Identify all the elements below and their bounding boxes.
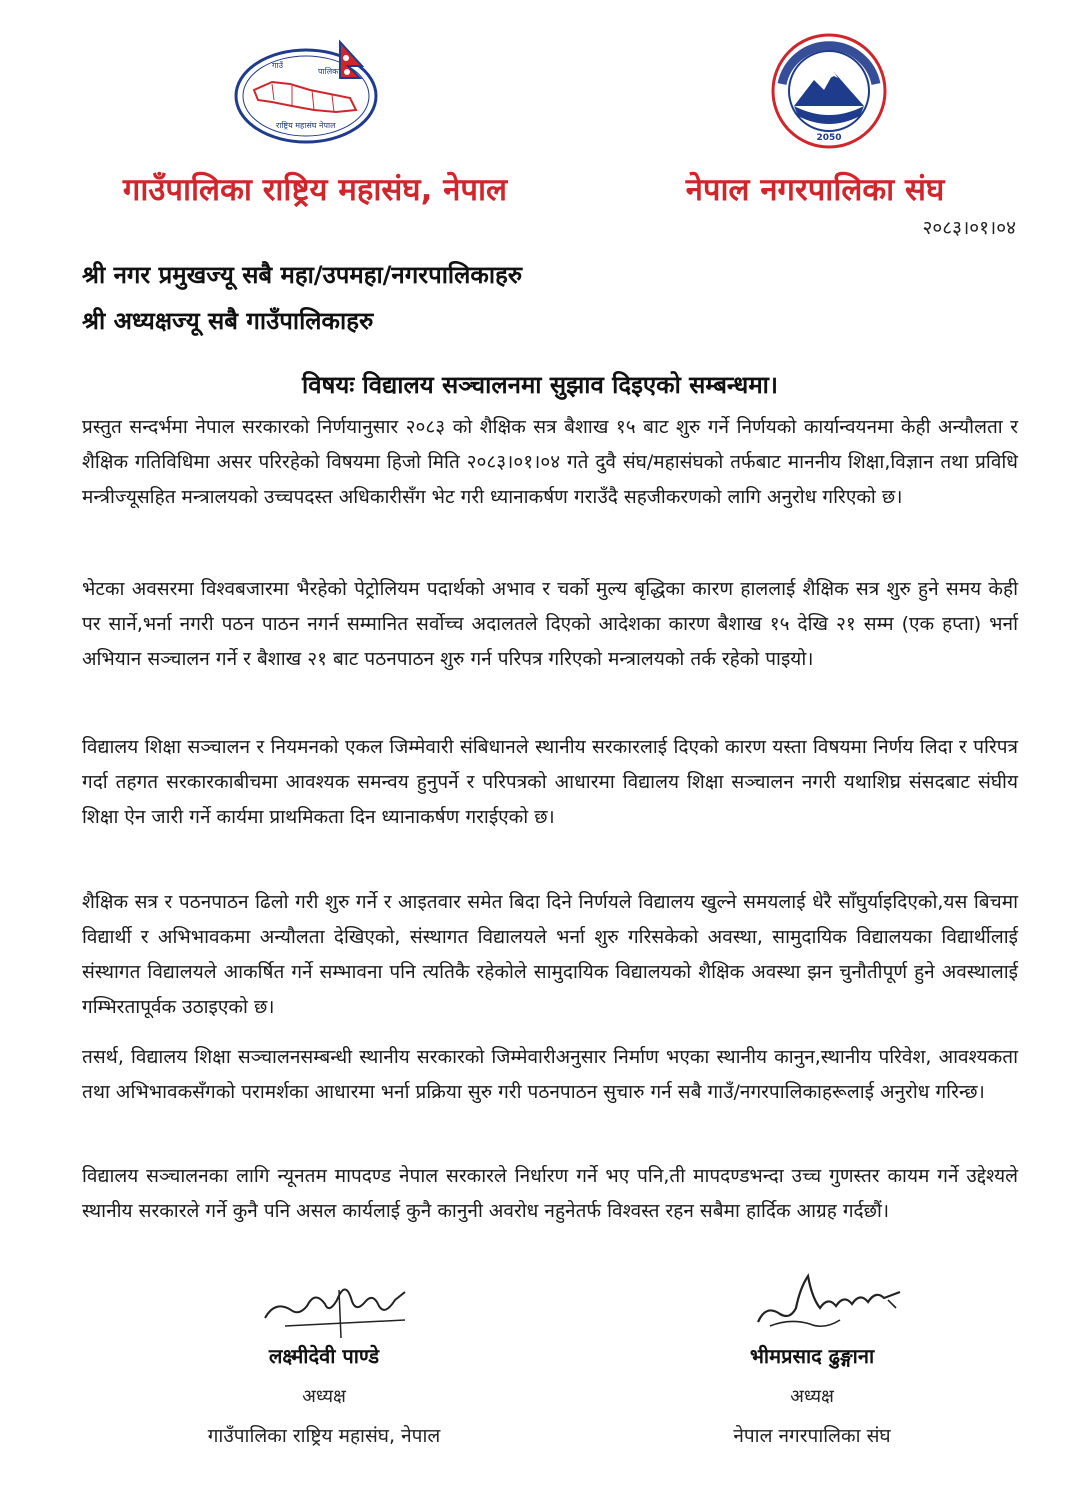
svg-text:गाउँ: गाउँ [272, 61, 283, 70]
signatory-org: नेपाल नगरपालिका संघ [733, 1425, 891, 1447]
left-org-title: गाउँपालिका राष्ट्रिय महासंघ, नेपाल [122, 172, 508, 208]
svg-text:पालिका: पालिका [318, 67, 341, 76]
right-org-title: नेपाल नगरपालिका संघ [685, 172, 945, 208]
signature-left [255, 1270, 425, 1340]
signature-right [750, 1268, 910, 1338]
signature-block-left [144, 1342, 504, 1448]
body-paragraph: तसर्थ, विद्यालय शिक्षा सञ्चालनसम्बन्धी स्थानीय सरकारको जिम्मेवारीअनुसार निर्माण भएका स्थानीय कानुन,स्थानीय परिवेश, आवश्यकता तथा अभिभावकसँगको परामर्शका आधारमा भर्ना प्रक्रिया सुरु गरी पठनपाठन सुचारु गर्न सबै गाउँ/नगरपालिकाहरूलाई अनुरोध गरिन्छ। [82, 1046, 1018, 1103]
addressee-municipal: श्री नगर प्रमुखज्यू सबै महा/उपमहा/नगरपालिकाहरु [82, 261, 523, 289]
svg-text:2050: 2050 [816, 133, 842, 143]
body-paragraph: विद्यालय सञ्चालनका लागि न्यूनतम मापदण्ड नेपाल सरकारले निर्धारण गर्ने भए पनि,ती मापदण्डभन्दा उच्च गुणस्तर कायम गर्ने उद्देश्यले स्थानीय सरकारले गर्ने कुनै पनि असल कार्यलाई कुनै कानुनी अवरोध नहुनेतर्फ विश्वस्त रहन सबैमा हार्दिक आग्रह गर्दछौं। [82, 1165, 1018, 1222]
body-paragraph: शैक्षिक सत्र र पठनपाठन ढिलो गरी शुरु गर्ने र आइतवार समेत बिदा दिने निर्णयले विद्यालय खुल्ने समयलाई धेरै साँघुर्याइदिएको,यस बिचमा विद्यार्थी र अभिभावकमा अन्यौलता देखिएको, संस्थागत विद्यालयले भर्ना शुरु गरिसकेको अवस्था, सामुदायिक विद्यालयका विद्यार्थीलाई संस्थागत विद्यालयले आकर्षित गर्ने सम्भावना पनि त्यतिकै रहेकोले सामुदायिक विद्यालयको शैक्षिक अवस्था झन चुनौतीपूर्ण हुने अवस्थालाई गम्भिरतापूर्वक उठाइएको छ। [82, 891, 1018, 1018]
letter-subject: विषयः विद्यालय सञ्चालनमा सुझाव दिइएको सम्बन्धमा। [302, 371, 778, 399]
body-paragraph: भेटका अवसरमा विश्वबजारमा भैरहेको पेट्रोलियम पदार्थको अभाव र चर्को मुल्य बृद्धिका कारण हाललाई शैक्षिक सत्र शुरु हुने समय केही पर सार्ने,भर्ना नगरी पठन पाठन नगर्न सम्मानित सर्वोच्च अदालतले दिएको आदेशका कारण बैशाख १५ देखि २१ सम्म (एक हप्ता) भर्ना अभियान सञ्चालन गर्ने र बैशाख २१ बाट पठनपाठन शुरु गर्न परिपत्र गरिएको मन्त्रालयको तर्क रहेको पाइयो। [82, 578, 1018, 670]
addressee-rural: श्री अध्यक्षज्यू सबै गाउँपालिकाहरु [82, 307, 374, 335]
body-paragraph: प्रस्तुत सन्दर्भमा नेपाल सरकारको निर्णयानुसार २०८३ को शैक्षिक सत्र बैशाख १५ बाट शुरु गर्ने निर्णयको कार्यान्वयनमा केही अन्यौलता र शैक्षिक गतिविधिमा असर परिरहेको विषयमा हिजो मिति २०८३।०१।०४ गते दुवै संघ/महासंघको तर्फबाट माननीय शिक्षा,विज्ञान तथा प्रविधि मन्त्रीज्यूसहित मन्त्रालयको उच्चपदस्त अधिकारीसँग भेट गरी ध्यानाकर्षण गराउँदै सहजीकरणको लागि अनुरोध गरिएको छ। [82, 416, 1018, 508]
signatory-title: अध्यक्ष [302, 1386, 346, 1407]
svg-text:राष्ट्रिय महासंघ नेपाल: राष्ट्रिय महासंघ नेपाल [276, 121, 336, 130]
letter-date: २०८३।०१।०४ [922, 217, 1016, 239]
signatory-org: गाउँपालिका राष्ट्रिय महासंघ, नेपाल [207, 1425, 441, 1447]
body-paragraph: विद्यालय शिक्षा सञ्चालन र नियमनको एकल जिम्मेवारी संबिधानले स्थानीय सरकारलाई दिएको कारण यस्ता विषयमा निर्णय लिदा र परिपत्र गर्दा तहगत सरकारकाबीचमा आवश्यक समन्वय हुनुपर्ने र परिपत्रको आधारमा विद्यालय शिक्षा सञ्चालन नगरी यथाशिघ्र संसदबाट संघीय शिक्षा ऐन जारी गर्ने कार्यमा प्राथमिकता दिन ध्यानाकर्षण गराईएको छ। [82, 736, 1018, 828]
nepal-map-seal-icon [232, 38, 388, 146]
signatory-name: लक्ष्मीदेवी पाण्डे [268, 1344, 380, 1368]
signatory-name: भीमप्रसाद ढुङ्गाना [749, 1344, 875, 1368]
signature-block-right [632, 1342, 992, 1448]
mountain-seal-icon [770, 32, 888, 150]
signatory-title: अध्यक्ष [790, 1386, 834, 1407]
